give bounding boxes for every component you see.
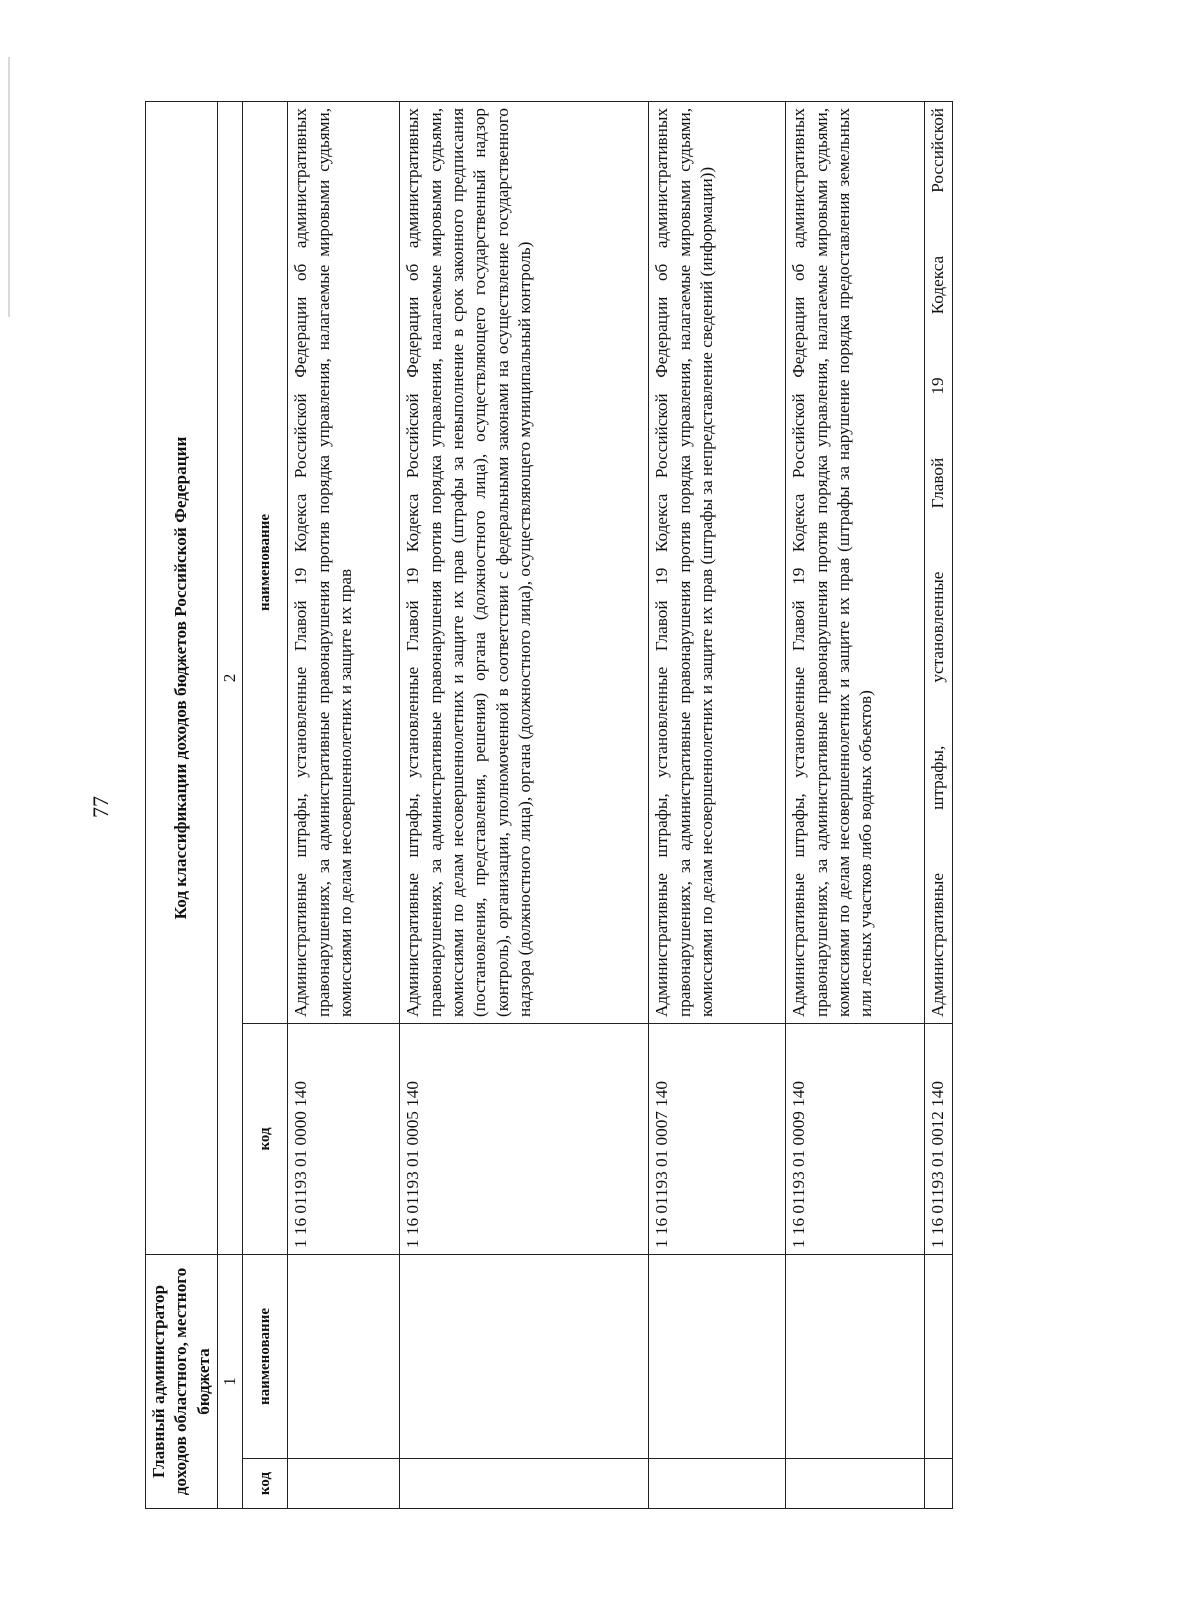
- header-kbk-name: наименование: [243, 101, 288, 1023]
- row-admin-name: [925, 1254, 952, 1458]
- header-admin-name: наименование: [243, 1254, 288, 1458]
- header-number-2: 2: [218, 101, 243, 1254]
- row-code: 1 16 01193 01 0000 140: [288, 1023, 400, 1254]
- row-name: Административные штрафы, установленные Главой 19 Кодекса Российской Федерации об административных правонарушениях, за административные правонарушения против порядка управления, налагаемые мировыми судьями, комиссиями по делам несовершеннолетних и защите их прав (штрафы за невыполнение в срок законного предписания (постановления, представления, решения) органа (должностного лица), осуществляющего государственный надзор (контроль), организации, уполномоченной в соответствии с федеральными законами на осуществление государственного надзора (должностного лица), органа (должностного лица), осуществляющего муниципальный контроль): [400, 101, 649, 1023]
- row-admin-name: [288, 1254, 400, 1458]
- row-code: 1 16 01193 01 0009 140: [786, 1023, 925, 1254]
- header-group-admin: Главный администратор доходов областного, местного бюджета: [146, 1254, 218, 1508]
- row-admin-code: [786, 1459, 925, 1509]
- table-row: [400, 101, 649, 1508]
- row-admin-name: [400, 1254, 649, 1458]
- row-admin-code: [649, 1459, 786, 1509]
- table-row: [925, 101, 952, 1508]
- row-admin-name: [786, 1254, 925, 1458]
- table-row: [786, 101, 925, 1508]
- row-admin-code: [400, 1459, 649, 1509]
- row-name: Административные штрафы, установленные Главой 19 Кодекса Российской Федерации об административных правонарушениях, за административные правонарушения против порядка управления, налагаемые мировыми судьями, комиссиями по делам несовершеннолетних и защите их прав (штрафы за непредставление сведений (информации)): [649, 101, 786, 1023]
- row-name: Административные штрафы, установленные Главой 19 Кодекса Российской: [925, 101, 952, 1023]
- budget-classification-table: [145, 101, 953, 1509]
- page-number: 77: [88, 796, 113, 818]
- row-name: Административные штрафы, установленные Главой 19 Кодекса Российской Федерации об административных правонарушениях, за административные правонарушения против порядка управления, налагаемые мировыми судьями, комиссиями по делам несовершеннолетних и защите их прав (штрафы за нарушение порядка предоставления земельных или лесных участков либо водных объектов): [786, 101, 925, 1023]
- table-row: [288, 101, 400, 1508]
- row-name: Административные штрафы, установленные Главой 19 Кодекса Российской Федерации об административных правонарушениях, за административные правонарушения против порядка управления, налагаемые мировыми судьями, комиссиями по делам несовершеннолетних и защите их прав: [288, 101, 400, 1023]
- header-group-kbk: Код классификации доходов бюджетов Российской Федерации: [146, 101, 218, 1254]
- table-row: [649, 101, 786, 1508]
- row-code: 1 16 01193 01 0012 140: [925, 1023, 952, 1254]
- row-admin-code: [288, 1459, 400, 1509]
- row-code: 1 16 01193 01 0007 140: [649, 1023, 786, 1254]
- scan-artifact: [8, 57, 10, 317]
- header-admin-code: код: [243, 1459, 288, 1509]
- row-admin-name: [649, 1254, 786, 1458]
- row-code: 1 16 01193 01 0005 140: [400, 1023, 649, 1254]
- row-admin-code: [925, 1459, 952, 1509]
- header-number-1: 1: [218, 1254, 243, 1508]
- header-kbk-code: код: [243, 1023, 288, 1254]
